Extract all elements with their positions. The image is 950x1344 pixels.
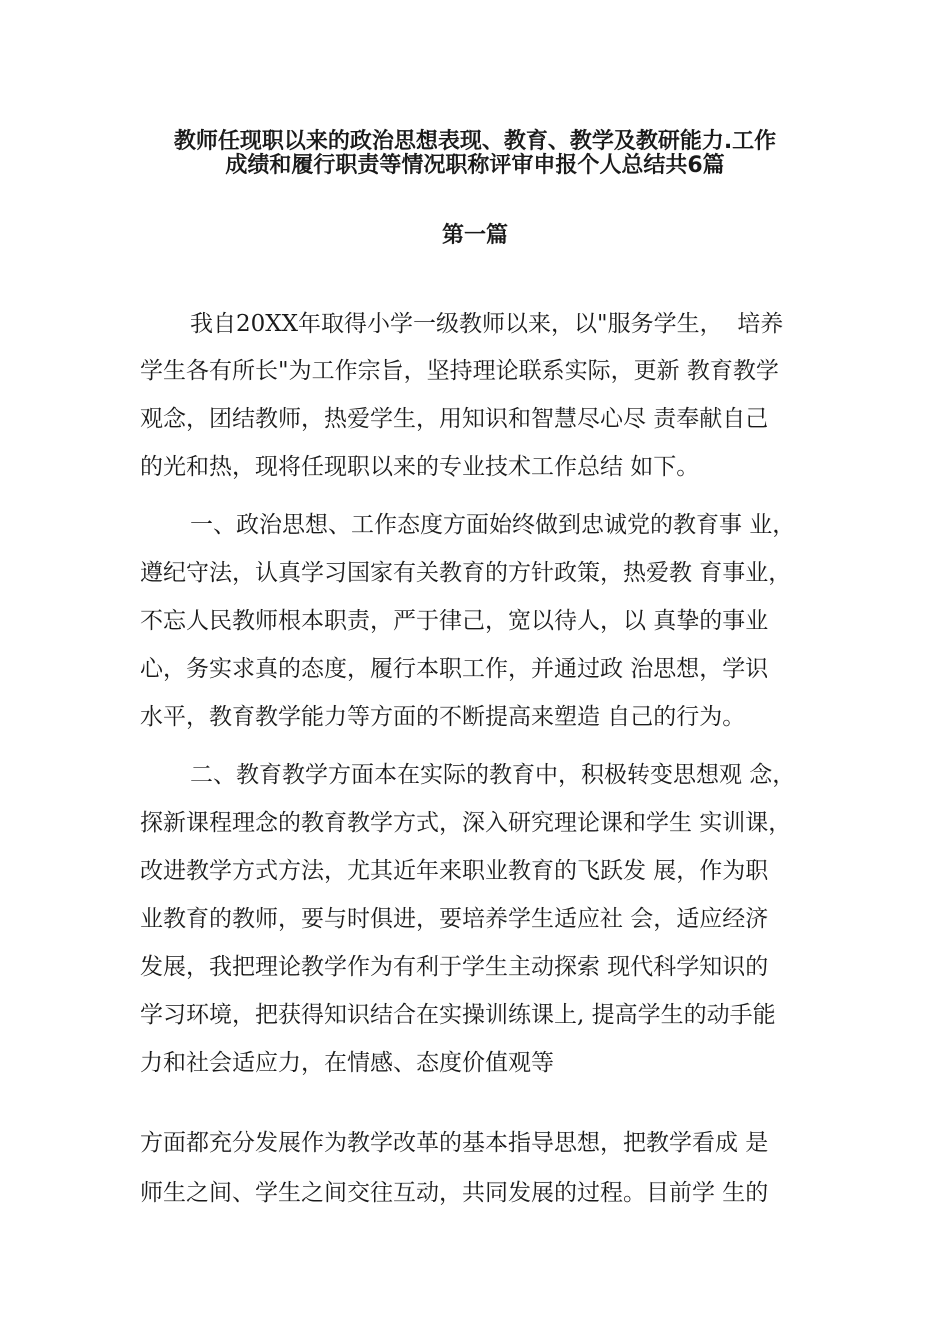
- body-line: 改进教学方式方法，尤其近年来职业教育的飞跃发 展，作为职: [140, 858, 769, 884]
- body-line: 二、教育教学方面本在实际的教育中，积极转变思想观 念，: [190, 762, 796, 788]
- body-line: 观念，团结教师，热爱学生，用知识和智慧尽心尽 责奉献自己: [140, 406, 769, 432]
- document-title-line-1: 教师任现职以来的政治思想表现、教育、教学及教研能力.工作: [173, 129, 777, 154]
- body-line: 学生各有所长"为工作宗旨，坚持理论联系实际，更新 教育教学: [140, 358, 779, 384]
- body-line: 师生之间、学生之间交往互动，共同发展的过程。目前学 生的: [140, 1180, 769, 1206]
- body-line: 不忘人民教师根本职责，严于律己，宽以待人，以 真挚的事业: [140, 608, 769, 634]
- body-line: 发展，我把理论教学作为有利于学生主动探索 现代科学知识的: [140, 954, 769, 980]
- body-line: 力和社会适应力，在情感、态度价值观等: [140, 1050, 554, 1076]
- body-line: 水平，教育教学能力等方面的不断提高来塑造 自己的行为。: [140, 704, 746, 730]
- body-line: 的光和热，现将任现职以来的专业技术工作总结 如下。: [140, 454, 700, 480]
- body-line: 遵纪守法，认真学习国家有关教育的方针政策，热爱教 育事业，: [140, 560, 792, 586]
- body-line: 一、政治思想、工作态度方面始终做到忠诚党的教育事 业，: [190, 512, 796, 538]
- body-line: 方面都充分发展作为教学改革的基本指导思想，把教学看成 是: [140, 1130, 769, 1156]
- section-heading: 第一篇: [441, 223, 508, 248]
- body-line: 探新课程理念的教育教学方式，深入研究理论课和学生 实训课，: [140, 810, 792, 836]
- body-line: 业教育的教师，要与时俱进，要培养学生适应社 会，适应经济: [140, 906, 769, 932]
- body-line: 我自20XX年取得小学一级教师以来，以"服务学生， 培养: [190, 311, 784, 337]
- body-line: 心，务实求真的态度，履行本职工作，并通过政 治思想，学识: [140, 656, 769, 682]
- body-line: 学习环境，把获得知识结合在实操训练课上, 提高学生的动手能: [140, 1002, 776, 1028]
- document-title-line-2: 成绩和履行职责等情况职称评审申报个人总结共6篇: [225, 153, 725, 178]
